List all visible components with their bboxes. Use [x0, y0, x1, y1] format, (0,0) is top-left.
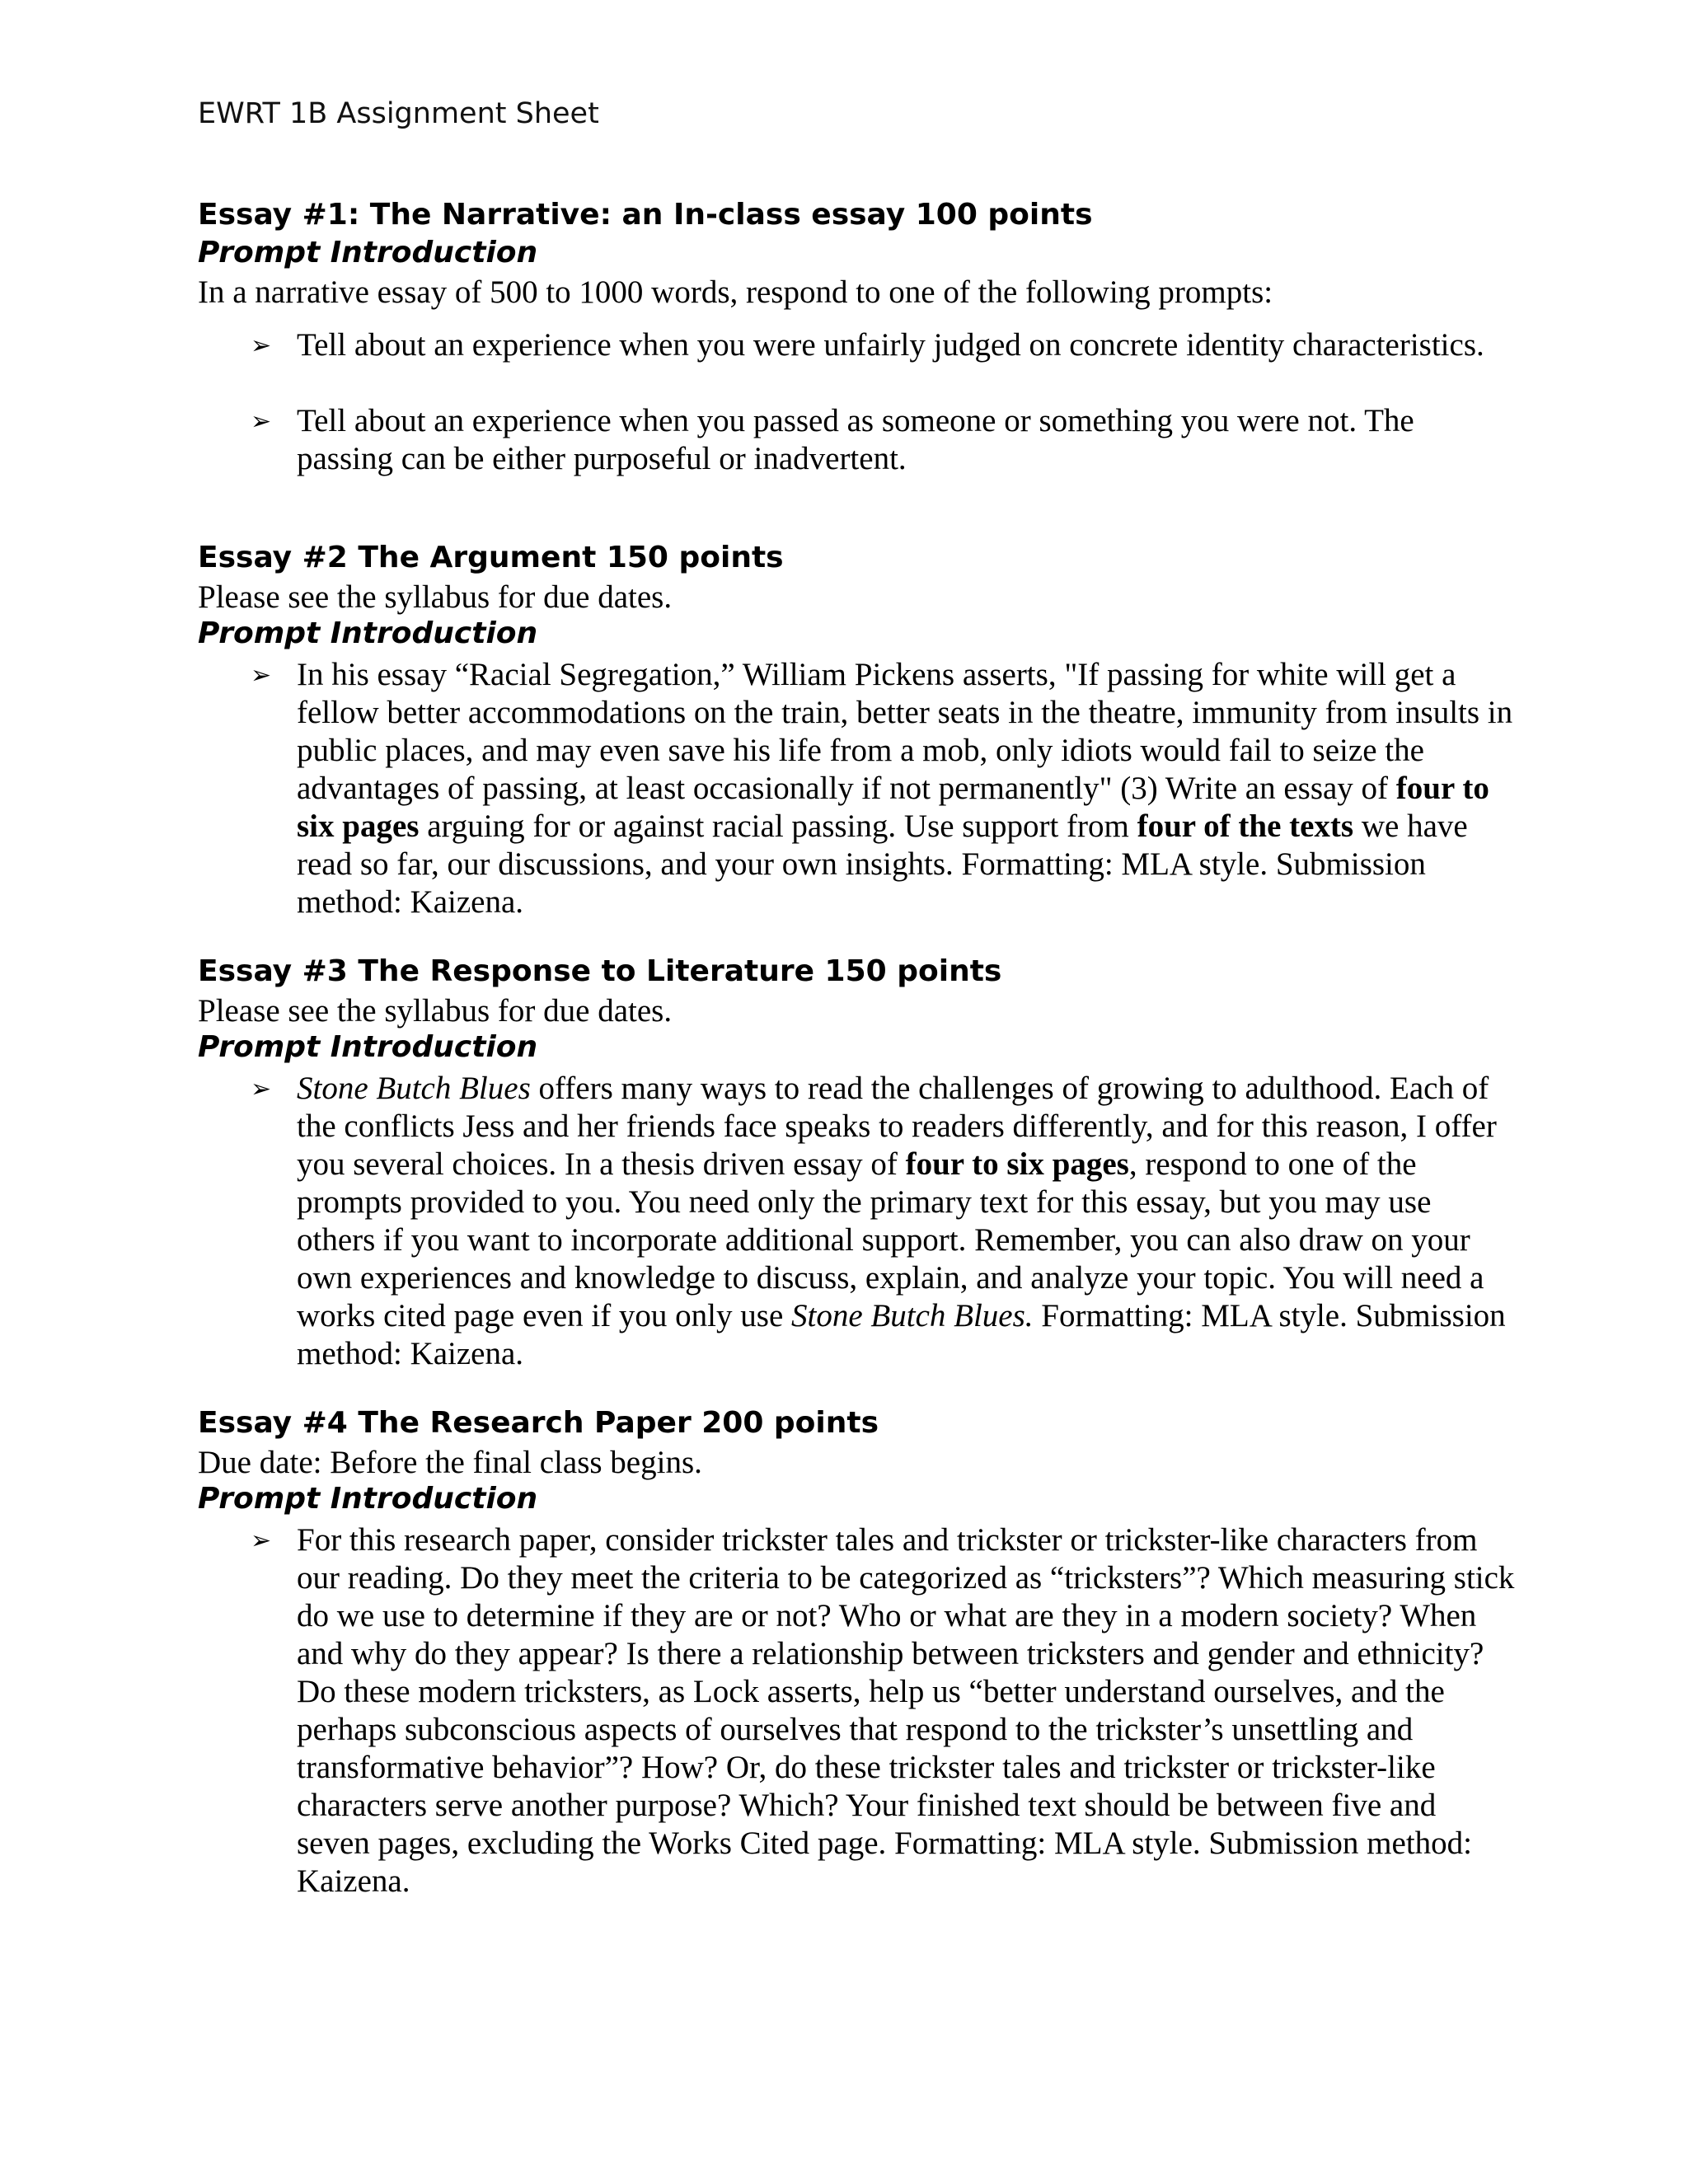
- essay1-prompt-label: Prompt Introduction: [198, 236, 538, 269]
- essay3-prompt: [297, 1070, 1517, 1373]
- essay2-heading: Essay #2 The Argument 150 points: [198, 541, 784, 574]
- arrow-bullet-icon: ➢: [251, 1075, 272, 1104]
- essay1-prompt-1: Tell about an experience when you were unfairly judged on concrete identity characteristics.: [297, 327, 1484, 363]
- essay3-prompt-text: Formatting: MLA style. Submission method: Kaizena.: [297, 1298, 1506, 1371]
- essay4-heading: Essay #4 The Research Paper 200 points: [198, 1406, 879, 1440]
- essay4-prompt: For this research paper, consider trickster tales and trickster or trickster-like characters from our reading. Do they meet the criteria to be categorized as “tricksters”? Which measuring stick do we use to determine if they are or not? Who or what are they in a modern society? When and why do they appear? Is there a relationship between tricksters and gender and ethnicity? Do these modern tricksters, as Lock asserts, help us “better understand ourselves, and the perhaps subconscious aspects of ourselves that respond to the trickster’s unsettling and transformative behavior”? How? Or, do these trickster tales and trickster or trickster-like characters serve another purpose? Which? Your finished text should be between five and seven pages, excluding the Works Cited page. Formatting: MLA style. Submission method: Kaizena.: [297, 1522, 1515, 1899]
- arrow-bullet-icon: ➢: [251, 1526, 272, 1555]
- essay3-prompt-text: , respond to one of the prompts provided to you. You need only the primary text for this essay, but you may use others if you want to incorporate additional support. Remember, you can also draw on your own experiences and knowledge to discuss, explain, and analyze your topic. You will need a works cited page even if you only use: [297, 1146, 1484, 1333]
- essay4-due-date: Due date: Before the final class begins.: [198, 1445, 702, 1480]
- arrow-bullet-icon: ➢: [251, 661, 272, 690]
- essay4-prompt-label: Prompt Introduction: [198, 1482, 538, 1516]
- arrow-bullet-icon: ➢: [251, 407, 272, 436]
- book-title: Stone Butch Blues: [297, 1071, 531, 1106]
- essay2-page-length: four to six pages: [297, 771, 1489, 844]
- document-header: EWRT 1B Assignment Sheet: [198, 97, 599, 130]
- essay1-intro: In a narrative essay of 500 to 1000 words, respond to one of the following prompts:: [198, 274, 1273, 310]
- essay3-heading: Essay #3 The Response to Literature 150 points: [198, 954, 1002, 988]
- essay2-source-count: four of the texts: [1137, 808, 1354, 844]
- essay3-due-dates: Please see the syllabus for due dates.: [198, 993, 673, 1029]
- essay1-prompt-2: Tell about an experience when you passed as someone or something you were not. The passing can be either purposeful or inadvertent.: [297, 403, 1414, 476]
- essay2-prompt: [297, 656, 1517, 921]
- arrow-bullet-icon: ➢: [251, 331, 272, 360]
- essay2-prompt-text: we have read so far, our discussions, and your own insights. Formatting: MLA style. Submission method: Kaizena.: [297, 808, 1468, 920]
- essay3-prompt-text: offers many ways to read the challenges of growing to adulthood. Each of the conflicts Jess and her friends face speaks to readers differently, and for this reason, I offer you several choices. In a thesis driven essay of: [297, 1071, 1497, 1182]
- essay3-page-length: four to six pages: [905, 1146, 1129, 1182]
- essay2-prompt-label: Prompt Introduction: [198, 616, 538, 650]
- essay1-heading: Essay #1: The Narrative: an In-class essay 100 points: [198, 198, 1093, 232]
- essay2-prompt-text: In his essay “Racial Segregation,” William Pickens asserts, "If passing for white will get a fellow better accommodations on the train, better seats in the theatre, immunity from insults in public places, and may even save his life from a mob, only idiots would fail to seize the advantages of passing, at least occasionally if not permanently" (3) Write an essay of: [297, 657, 1513, 806]
- book-title: Stone Butch Blues.: [791, 1298, 1034, 1333]
- essay2-prompt-text: arguing for or against racial passing. Use support from: [419, 808, 1137, 844]
- essay2-due-dates: Please see the syllabus for due dates.: [198, 579, 673, 615]
- essay3-prompt-label: Prompt Introduction: [198, 1030, 538, 1064]
